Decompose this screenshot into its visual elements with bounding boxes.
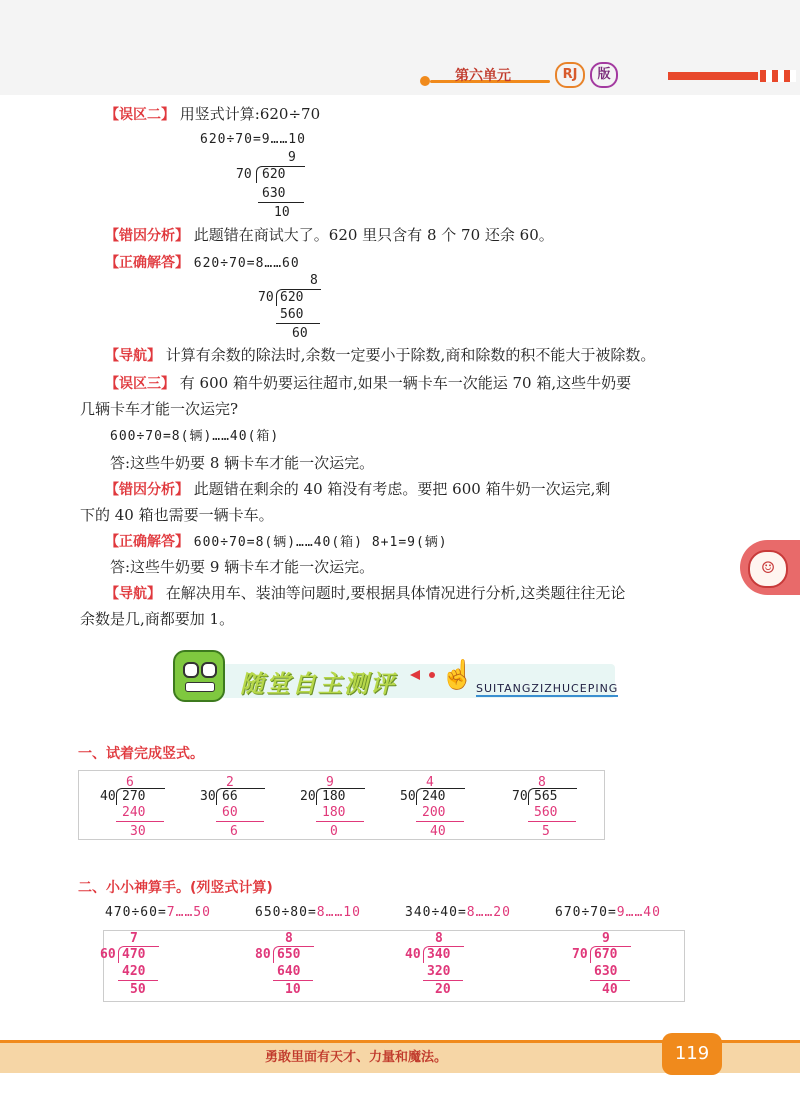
equation [555,903,661,923]
div-dividend: 270 [122,789,146,804]
equation-answer: 8……20 [466,905,511,920]
div-divisor: 40 [100,789,116,804]
div-line [316,821,364,822]
header-band [0,0,800,95]
mistake2-question: 用竖式计算:620÷70 [179,105,321,123]
mistake3-tag: 【误区三】 [105,376,175,392]
mistake2-tag: 【误区二】 [105,107,175,123]
cartoon-face-icon: ☺ [748,550,788,588]
equation-answer: 8……10 [316,905,361,920]
div-divisor: 70 [258,290,274,305]
div-remainder: 5 [542,824,550,839]
div-product: 180 [322,805,346,820]
monster-mascot-icon [173,650,225,702]
header-dot [420,76,430,86]
div-line [116,821,164,822]
guide2-tag: 【导航】 [105,586,161,602]
div-dividend: 620 [280,290,304,305]
div-dividend: 66 [222,789,238,804]
section1-title: 一、试着完成竖式。 [78,746,204,762]
section2-title: 二、小小神算手。(列竖式计算) [78,880,273,896]
div-remainder: 50 [130,982,146,997]
div-divisor: 30 [200,789,216,804]
div-dividend: 340 [427,947,451,962]
guide2-text1: 在解决用车、装油等问题时,要根据具体情况进行分析,这类题往往无论 [165,584,626,602]
div-product: 630 [594,964,618,979]
equation-answer: 9……40 [616,905,661,920]
mistake3-wrong-eq: 600÷70=8(辆)……40(箱) [110,429,280,444]
mistake2-wrong-eq: 620÷70=9……10 [200,132,306,147]
div-dividend: 620 [262,167,286,182]
answer3-eq: 600÷70=8(辆)……40(箱) 8+1=9(辆) [193,535,448,550]
div-dividend: 470 [122,947,146,962]
div-remainder: 40 [430,824,446,839]
unit-title: 第六单元 [455,68,511,84]
div-quotient: 9 [602,931,610,946]
div-divisor: 60 [100,947,116,962]
mistake3-line [105,373,631,394]
guide1-text: 计算有余数的除法时,余数一定要小于除数,商和除数的积不能大于被除数。 [165,346,656,364]
div-product: 560 [534,805,558,820]
div-divisor: 40 [405,947,421,962]
analysis3-tag: 【错因分析】 [105,482,189,498]
div-divisor: 20 [300,789,316,804]
div-divisor: 70 [236,167,252,182]
analysis2-text: 此题错在商试大了。620 里只含有 8 个 70 还余 60。 [193,226,554,244]
div-divisor: 70 [572,947,588,962]
div-quotient: 8 [435,931,443,946]
mistake3-question2: 几辆卡车才能一次运完? [80,400,239,418]
div-product: 320 [427,964,451,979]
guide1-tag: 【导航】 [105,348,161,364]
answer3-tag: 【正确解答】 [105,534,189,550]
div-dividend: 180 [322,789,346,804]
guide1-line [105,345,655,366]
answer2-tag: 【正确解答】 [105,255,189,271]
rj-badge: RJ [555,62,585,88]
div-quotient: 8 [538,775,546,790]
div-remainder: 60 [292,326,308,341]
div-divisor: 70 [512,789,528,804]
div-remainder: 10 [274,205,290,220]
equation-left: 470÷60= [105,905,167,920]
guide2-text2: 余数是几,商都要加 1。 [80,610,235,628]
answer2-line [105,252,300,274]
analysis3-text2: 下的 40 箱也需要一辆卡车。 [80,506,274,524]
div-dividend: 240 [422,789,446,804]
div-product: 630 [262,186,286,201]
div-divisor: 50 [400,789,416,804]
mistake2-line [105,104,320,125]
analysis2-tag: 【错因分析】 [105,228,189,244]
analysis2-line [105,225,554,246]
div-dividend: 565 [534,789,558,804]
mistake3-question1: 有 600 箱牛奶要运往超市,如果一辆卡车一次能运 70 箱,这些牛奶要 [179,374,632,392]
answer3-ans: 答:这些牛奶要 9 辆卡车才能一次运完。 [110,558,375,576]
div-dividend: 670 [594,947,618,962]
div-quotient: 4 [426,775,434,790]
div-product: 240 [122,805,146,820]
div-line [416,821,464,822]
div-quotient: 8 [285,931,293,946]
equation-left: 650÷80= [255,905,317,920]
div-product: 420 [122,964,146,979]
div-quotient: 2 [226,775,234,790]
div-product: 560 [280,307,304,322]
div-product: 640 [277,964,301,979]
div-remainder: 30 [130,824,146,839]
div-remainder: 0 [330,824,338,839]
div-quotient: 9 [326,775,334,790]
div-remainder: 10 [285,982,301,997]
guide2-line [105,583,625,604]
div-remainder: 40 [602,982,618,997]
analysis3-line [105,479,610,500]
equation [105,903,211,923]
edition-badge: 版 [590,62,618,88]
div-dividend: 650 [277,947,301,962]
div-remainder: 20 [435,982,451,997]
footer-motto: 勇敢里面有天才、力量和魔法。 [265,1050,448,1065]
equation-answer: 7……50 [166,905,211,920]
arrow-icon [410,670,440,680]
header-red-bar [668,72,758,80]
div-line [528,821,576,822]
div-quotient: 7 [130,931,138,946]
page-number: 119 [662,1033,722,1075]
equation-left: 670÷70= [555,905,617,920]
equation [405,903,511,923]
analysis3-text1: 此题错在剩余的 40 箱没有考虑。要把 600 箱牛奶一次运完,剩 [193,480,611,498]
mistake3-wrong-ans: 答:这些牛奶要 8 辆卡车才能一次运完。 [110,454,375,472]
div-remainder: 6 [230,824,238,839]
answer3-line [105,531,448,553]
pointing-hand-icon: ☝ [440,658,475,691]
banner-subtitle: SUITANGZIZHUCEPING [476,682,619,695]
div-quotient: 6 [126,775,134,790]
div-divisor: 80 [255,947,271,962]
div-line [216,821,264,822]
div-product: 60 [222,805,238,820]
banner-title: 随堂自主测评 [240,670,396,698]
div-product: 200 [422,805,446,820]
header-checker [760,70,796,82]
div-quotient: 8 [310,273,318,288]
equation [255,903,361,923]
answer2-eq: 620÷70=8……60 [193,256,300,271]
equation-left: 340÷40= [405,905,467,920]
div-quotient: 9 [288,150,296,165]
